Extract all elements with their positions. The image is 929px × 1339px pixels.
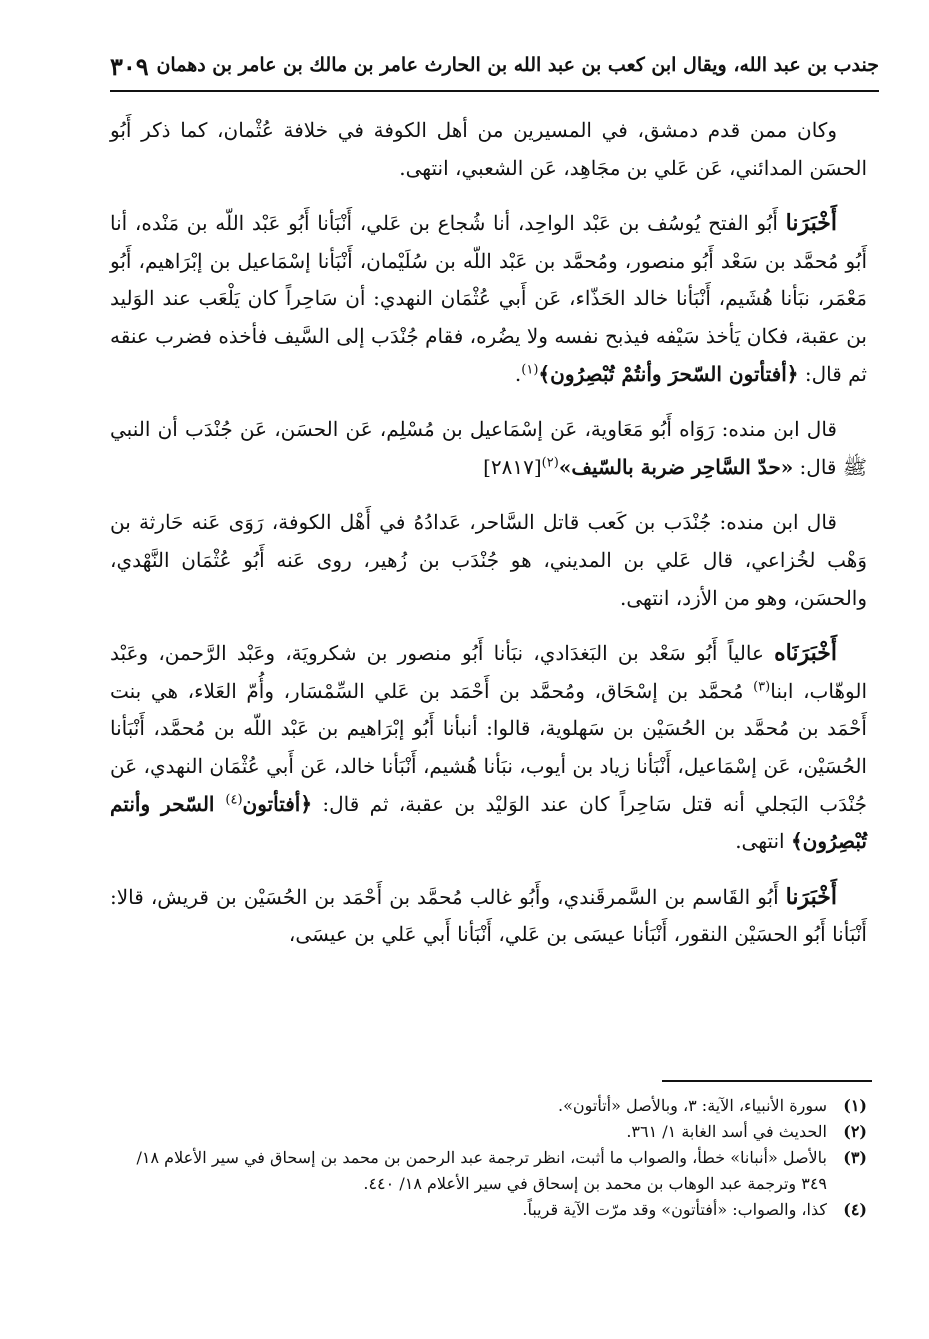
quran-quote-continued: السّحر وأنتم تُبْصِرُون﴾ bbox=[110, 791, 867, 854]
footnote-ref: (٣) bbox=[753, 679, 771, 695]
paragraph-text: وكان ممن قدم دمشق، في المسيرين من أهل الكوفة في خلافة عُثْمان، كما ذكر أَبُو الحسَن المدائني، عَن عَلي بن مجَاهِد، عَن الشعبي، انتهى. bbox=[110, 118, 867, 180]
main-text bbox=[110, 112, 867, 954]
footnote bbox=[110, 1093, 867, 1119]
page-header bbox=[110, 52, 879, 92]
footnote-ref: (١) bbox=[521, 361, 539, 377]
paragraph-4 bbox=[110, 504, 867, 617]
footnote-ref: (٢) bbox=[541, 455, 559, 471]
quran-quote: ﴿أفتأتون السّحرَ وأنتُمْ تُبْصِرُون﴾ bbox=[538, 361, 799, 386]
page-number: ٣٠٩ bbox=[110, 52, 149, 81]
footnote-text: بالأصل «أنبانا» خطأ، والصواب ما أثبت، انظر ترجمة عبد الرحمن بن محمد بن إسحاق في سير الأعلام ١٨/ ٣٤٩ وترجمة عبد الوهاب بن محمد بن إسحاق في سير الأعلام ١٨/ ٤٤٠. bbox=[136, 1148, 827, 1193]
paragraph-text: قال ابن منده: جُنْدَب بن كَعب قاتل السَّاحر، عَدادُهُ في أَهْل الكوفة، رَوَى عَنه حَارثة بن وَهْب لخُزاعي، قال عَلي بن المديني، هو جُنْدَب بن زُهير، روى عَنه أَبُو عُثْمَان النَّهْدي، والحسَن، وهو من الأزد، انتهى. bbox=[110, 510, 867, 610]
paragraph-text: عالياً أَبُو سَعْد بن البَغدَادي، نبَأنا أَبُو منصور بن شكرويَة، وعَبْد الرَّحمن، وعَبْد الوهّاب، ابنا bbox=[110, 641, 868, 703]
running-head: جندب بن عبد الله، ويقال ابن كعب بن عبد الله بن الحارث عامر بن مالك بن عامر بن دهمان bbox=[156, 54, 879, 76]
footnote-number: (٢) bbox=[843, 1122, 867, 1141]
footnote-separator bbox=[662, 1080, 872, 1082]
paragraph-lead: أَخْبَرَنا bbox=[785, 883, 837, 910]
paragraph-text: أَبُو القَاسم بن السَّمرقَندي، وأَبُو غالب مُحمَّد بن أَحْمَد بن الحُسَيْن بن قريش، قالا: أَنْبَأنا أَبُو الحسَيْن النقور، أَنْبَأنا عيسَى بن عَلي، أَنْبَأنا أَبي عَلي بن عيسَى، bbox=[110, 884, 867, 947]
paragraph-tail: انتهى. bbox=[735, 829, 791, 854]
paragraph-lead: أَخْبَرَنا bbox=[785, 210, 837, 237]
paragraph-text-continued: مُحمَّد بن إسْحَاق، ومُحمَّد بن أَحْمَد بن عَلي السِّمْسَار، وأُمّ العَلاء، هي بنت أَحْمَد بن مُحمَّد بن الحُسَيْن بن سَهلوية، قالوا: أنبأنا أَبُو إبْرَاهيم بن عَبْد اللّه بن مُحمَّد، أَنْبَأنا الحُسَيْن، عَن إسْمَاعيل، أَنْبَأنا زياد بن أيوب، نبَأنا هُشيم، أَنْبَأنا خالد، عَن أَبي عُثْمَان النهدي، عَن جُنْدَب البَجلي أنه قتل سَاحِراً كان عند الوَليْد بن عقبة، ثم قال: bbox=[110, 678, 867, 816]
paragraph-text: قال ابن منده: رَوَاه أَبُو مَعَاوية، عَن إسْمَاعيل بن مُسْلِم، عَن الحسَن، عَن جُنْدَب أن النبي ﷺ قال: bbox=[110, 417, 867, 479]
paragraph-1 bbox=[110, 112, 867, 187]
footnote-number: (٣) bbox=[843, 1148, 867, 1167]
paragraph-text: أَبُو الفتح يُوسُف بن عَبْد الواحِد، أنا شُجاع بن عَلي، أَنْبَأنا أَبُو عَبْد اللّه بن مَنْده، أنا أَبُو مُحمَّد بن سَعْد أَبُو منصور، ومُحمَّد بن عَبْد اللّه بن سُلَيْمان، أَنْبَأنا إسْمَاعيل بن إبْرَاهيم، أَبُو مَعْمَر، نبَأنا هُشَيم، أَنْبَأنا خالد الحَذّاء، عَن أَبي عُثْمَان النهدي: أن سَاحِراً كان يَلْعَب عند الوَليد بن عقبة، فكان يَأخذ سَيْفه فيذبح نفسه ولا يضُره، فقام جُنْدَب إلى السَّيف فأخذه فضرب عنقه ثم قال: bbox=[110, 211, 867, 386]
footnote-text: سورة الأنبياء، الآية: ٣، وبالأصل «أتأتون». bbox=[558, 1096, 827, 1115]
footnote bbox=[110, 1145, 867, 1197]
paragraph-5 bbox=[110, 635, 867, 861]
quran-quote: ﴿أفتأتون bbox=[242, 791, 313, 816]
paragraph-6 bbox=[110, 879, 867, 954]
hadith-number: [٢٨١٧] bbox=[483, 454, 542, 479]
footnote bbox=[110, 1197, 867, 1223]
footnote-text: الحديث في أسد الغابة ١/ ٣٦١. bbox=[626, 1122, 827, 1141]
footnote bbox=[110, 1119, 867, 1145]
paragraph-lead: أَخْبَرَنَاه bbox=[774, 640, 837, 667]
hadith-quote: «حدّ السَّاحِر ضربة بالسّيف» bbox=[558, 454, 794, 479]
footnote-number: (١) bbox=[843, 1096, 867, 1115]
footnote-text: كذا، والصواب: «أفتأتون» وقد مرّت الآية قريباً. bbox=[522, 1200, 827, 1219]
footnote-number: (٤) bbox=[843, 1200, 867, 1219]
paragraph-tail: . bbox=[514, 361, 522, 386]
paragraph-3 bbox=[110, 411, 867, 486]
footnotes bbox=[110, 1093, 867, 1223]
footnote-ref: (٤) bbox=[225, 791, 243, 807]
paragraph-2 bbox=[110, 205, 867, 393]
